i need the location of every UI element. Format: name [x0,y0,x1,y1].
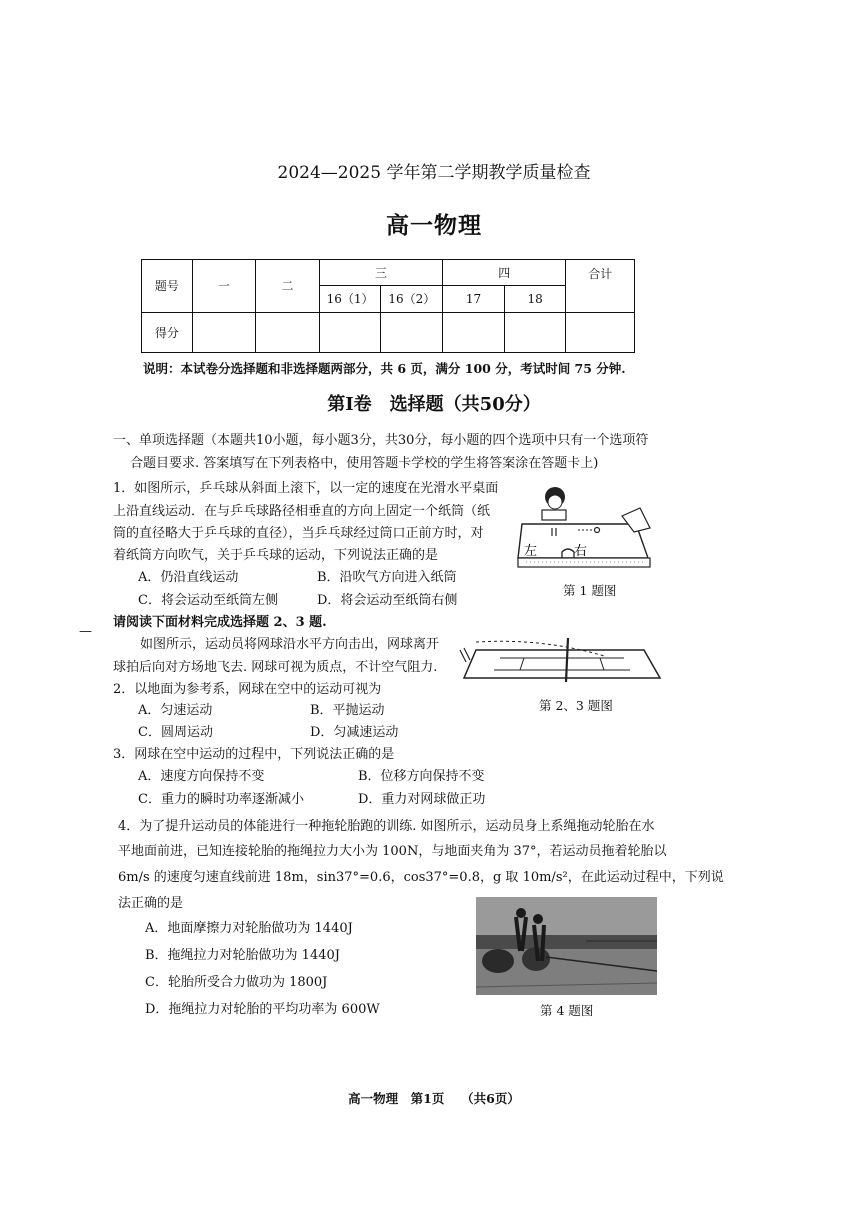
part1-instruction-line1: 一、单项选择题（本题共10小题，每小题3分，共30分，每小题的四个选项中只有一个选项符 [113,433,649,448]
q2-q3-figure [454,632,662,690]
score-cell-16-2[interactable] [381,312,443,352]
score-cell-18[interactable] [504,312,566,352]
q4-figure-caption: 第 4 题图 [540,1003,594,1018]
col-part-4: 四 [443,260,566,286]
part1-instruction-line2: 合题目要求. 答案填写在下列表格中，使用答题卡学校的学生将答案涂在答题卡上) [130,456,599,471]
q4-option-d: D．拖绳拉力对轮胎的平均功率为 600W [145,1002,380,1017]
q1-line4: 着纸筒方向吹气，关于乒乓球的运动，下列说法正确的是 [113,548,439,563]
col-part-3: 三 [319,260,442,286]
q2-option-a: A．匀速运动 [138,703,213,718]
q1-option-c: C．将会运动至纸筒左侧 [138,593,278,608]
q1-option-b: B．沿吹气方向进入纸筒 [317,570,457,585]
q1-line3: 筒的直径略大于乒乓球的直径），当乒乓球经过筒口正前方时，对 [113,526,484,541]
score-cell-2[interactable] [256,312,320,352]
q2-stem: 2．以地面为参考系，网球在空中的运动可视为 [113,682,382,697]
q3-stem: 3．网球在空中运动的过程中，下列说法正确的是 [113,747,395,762]
col-16-2: 16（2） [381,286,443,312]
q4-line4: 法正确的是 [118,896,184,911]
material-line2: 球拍后向对方场地飞去. 网球可视为质点，不计空气阻力. [113,660,438,675]
col-total: 合计 [566,260,635,313]
q3-option-b: B．位移方向保持不变 [358,769,485,784]
q4-option-c: C．轮胎所受合力做功为 1800J [145,975,328,990]
q1-figure [516,482,658,578]
q2-option-d: D．匀减速运动 [310,725,399,740]
q4-line1: 4．为了提升运动员的体能进行一种拖轮胎跑的训练. 如图所示，运动员身上系绳拖动轮胎在水 [118,819,655,834]
q1-figure-left-label: 左 [524,544,538,559]
q3-option-c: C．重力的瞬时功率逐渐减小 [138,792,304,807]
col-part-1: 一 [192,260,256,313]
col-16-1: 16（1） [319,286,381,312]
margin-dash: — [79,624,92,639]
q3-option-d: D．重力对网球做正功 [358,792,486,807]
score-cell-total[interactable] [566,312,635,352]
q4-line2: 平地面前进，已知连接轮胎的拖绳拉力大小为 100N，与地面夹角为 37°，若运动员拖着轮胎以 [118,844,667,859]
q1-option-d: D．将会运动至纸筒右侧 [317,593,458,608]
material-line1: 如图所示，运动员将网球沿水平方向击出，网球离开 [140,637,440,652]
score-label: 得分 [142,312,193,352]
q3-option-a: A．速度方向保持不变 [138,769,265,784]
score-cell-17[interactable] [443,312,505,352]
q4-line3: 6m/s 的速度匀速直线前进 18m，sin37°=0.6，cos37°=0.8，g 取 10m/s²，在此运动过程中，下列说 [118,870,724,885]
page-footer: 高一物理 第1页 （共6页） [348,1091,520,1106]
material-intro: 请阅读下面材料完成选择题 2、3 题. [113,615,327,630]
q4-option-b: B．拖绳拉力对轮胎做功为 1440J [145,948,340,963]
subject-title: 高一物理 [386,212,482,239]
exam-note: 说明：本试卷分选择题和非选择题两部分，共 6 页，满分 100 分，考试时间 75 分钟. [143,361,626,376]
q1-line1: 1．如图所示，乒乓球从斜面上滚下，以一定的速度在光滑水平桌面 [113,481,499,496]
q1-option-a: A．仍沿直线运动 [138,570,239,585]
q1-line2: 上沿直线运动．在与乒乓球路径相垂直的方向上固定一个纸筒（纸 [113,504,491,519]
q2-q3-figure-caption: 第 2、3 题图 [539,698,613,713]
col-17: 17 [443,286,505,312]
score-cell-1[interactable] [192,312,256,352]
exam-title: 2024—2025 学年第二学期教学质量检查 [277,163,591,183]
col-part-2: 二 [256,260,320,313]
col-18: 18 [504,286,566,312]
q4-photo [476,897,657,995]
q2-option-b: B．平抛运动 [310,703,385,718]
section-title: 第Ⅰ卷 选择题（共50分） [327,394,541,415]
q2-option-c: C．圆周运动 [138,725,213,740]
score-table [141,259,635,353]
question-label: 题号 [142,260,193,313]
score-cell-16-1[interactable] [319,312,381,352]
q4-option-a: A．地面摩擦力对轮胎做功为 1440J [145,921,353,936]
q1-figure-right-label: 右 [574,544,588,559]
q1-figure-caption: 第 1 题图 [563,583,617,598]
